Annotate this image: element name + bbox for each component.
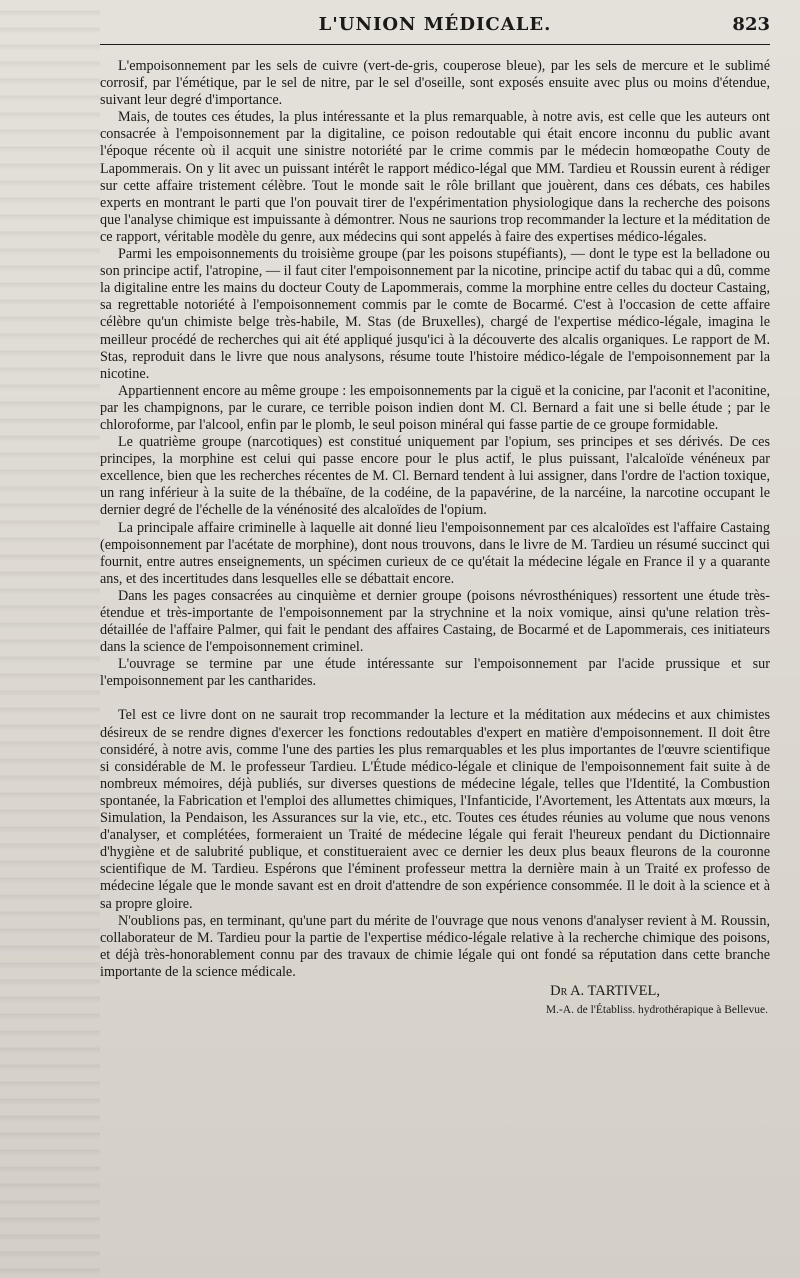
- running-title: L'UNION MÉDICALE.: [318, 14, 552, 35]
- article-body: [100, 58, 770, 1019]
- margin-bleed-through: [0, 0, 100, 1278]
- paragraph-2: Mais, de toutes ces études, la plus intéressante et la plus remarquable, à notre avis, est celle que les auteurs ont consacrée à l'empoisonnement par la digitaline, ce poison redoutable qui était encore inconnu du public avant l'époque récente où il acquit une sinistre notoriété par le crime commis par le médecin homœopathe Couty de Lapommerais. On y lit avec un puissant intérêt le rapport médico-légal que MM. Tardieu et Roussin eurent à rédiger sur cette affaire tristement célèbre. Tout le monde sait le rôle brillant que jouèrent, dans ces débats, ces habiles experts en montrant le parti que l'on pouvait tirer de l'expérimentation physiologique dans la recherche des poisons que l'analyse chimique est impuissante à démontrer. Nous ne saurions trop recommander la lecture et la méditation de ce rapport, véritable modèle du genre, aux médecins qui sont appelés à faire des expertises médico-légales.: [100, 109, 770, 245]
- paragraph-3: Parmi les empoisonnements du troisième groupe (par les poisons stupéfiants), — dont le type est la belladone ou son principe actif, l'atropine, — il faut citer l'empoisonnement par la nicotine, principe actif du tabac qui a dû, comme la digitaline entre les mains du docteur Couty de Lapommerais, comme la morphine entre celles du docteur Castaing, sa regrettable notoriété à l'empoisonnement commis par le comte de Bocarmé. C'est à l'occasion de cette affaire célèbre qu'un chimiste belge très-habile, M. Stas (de Bruxelles), chargé de l'expertise médico-légale, imagina le meilleur procédé de recherches qui ait été appliqué jusqu'ici à la découverte des alcalis organiques. Le rapport de M. Stas, reproduit dans le livre que nous analysons, résume toute l'histoire médico-légale de l'empoisonnement par la nicotine.: [100, 246, 770, 382]
- paragraph-7: Dans les pages consacrées au cinquième et dernier groupe (poisons névrosthéniques) ressortent une étude très-étendue et très-importante de l'empoisonnement par la strychnine et la noix vomique, ainsi qu'une relation très-détaillée de l'affaire Palmer, qui fait le pendant des affaires Castaing, de Bocarmé et de Lapommerais, ces initiateurs dans la science de l'empoisonnement criminel.: [100, 587, 770, 656]
- page-number: 823: [732, 14, 770, 35]
- paragraph-10: N'oublions pas, en terminant, qu'une part du mérite de l'ouvrage que nous venons d'analyser revient à M. Roussin, collaborateur de M. Tardieu pour la partie de l'expertise médico-légale relative à la recherche chimique des poisons, et déjà très-honorablement connu par des travaux de chimie légale qui ont fondé sa réputation dans cette branche importante de la science médicale.: [100, 912, 770, 980]
- paragraph-8: L'ouvrage se termine par une étude intéressante sur l'empoisonnement par l'acide prussique et sur l'empoisonnement par les cantharides.: [100, 656, 770, 690]
- page-header: [100, 14, 770, 42]
- paragraph-4: Appartiennent encore au même groupe : les empoisonnements par la ciguë et la conicine, par l'aconit et l'aconitine, par les champignons, par le curare, ce terrible poison indien dont M. Cl. Bernard a fait une si belle étude ; par le chloroforme, par l'alcool, enfin par le plomb, le seul poison minéral qui fasse partie de ce groupe formidable.: [100, 382, 770, 433]
- author-signature: Dr A. TARTIVEL,: [550, 982, 660, 999]
- paragraph-5: Le quatrième groupe (narcotiques) est constitué uniquement par l'opium, ses principes et ses dérivés. De ces principes, la morphine est celui qui passe encore pour le plus actif, le plus puissant, l'alcaloïde vénéneux par excellence, bien que les recherches récentes de M. Cl. Bernard tendent à lui assigner, dans l'ordre de l'action toxique, un rang inférieur à la suite de la thébaïne, de la codéine, de la papavérine, de la narcéine, la narcotine occupant le dernier degré de l'échelle de la vénénosité des alcaloïdes de l'opium.: [100, 434, 770, 519]
- paragraph-9: Tel est ce livre dont on ne saurait trop recommander la lecture et la méditation aux médecins et aux chimistes désireux de se rendre dignes d'exercer les fonctions redoutables d'expert en matière d'empoisonnement. Il doit être considéré, à notre avis, comme l'une des parties les plus remarquables et les plus importantes de l'œuvre scientifique si considérable de M. le professeur Tardieu. L'Étude médico-légale et clinique de l'empoisonnement fait suite à de nombreux mémoires, déjà publiés, sur diverses questions de médecine légale, telles que l'Identité, la Combustion spontanée, la Fabrication et l'emploi des allumettes chimiques, l'Infanticide, l'Avortement, les Attentats aux mœurs, la Simulation, la Pendaison, les Assurances sur la vie, etc., etc. Toutes ces études réunies au volume que nous venons d'analyser, et complétées, formeraient un Traité de médecine légale qui ferait l'heureux pendant du Dictionnaire d'hygiène et de salubrité publique, et constitueraient avec ce dernier les deux plus beaux fleurons de la couronne scientifique de M. Tardieu. Espérons que l'éminent professeur mettra la dernière main à un Traité ex professo de médecine légale que le monde savant est en droit d'attendre de son expérience consommée. Il le doit à la science et à sa propre gloire.: [100, 707, 770, 912]
- author-affiliation: M.-A. de l'Établiss. hydrothérapique à Bellevue.: [545, 1004, 768, 1017]
- paragraph-6: La principale affaire criminelle à laquelle ait donné lieu l'empoisonnement par ces alcaloïdes est l'affaire Castaing (empoisonnement par l'acétate de morphine), dont nous trouvons, dans le livre de M. Tardieu un résumé succinct qui fournit, entre autres enseignements, un spécimen curieux de ce qu'était la médecine légale en France il y a quarante ans, et des incertitudes dans lesquelles elle se débattait encore.: [100, 519, 770, 587]
- header-rule: [100, 44, 770, 45]
- paragraph-1: L'empoisonnement par les sels de cuivre (vert-de-gris, couperose bleue), par les sels de mercure et le sublimé corrosif, par l'émétique, par le sel de nitre, par le sel d'oseille, sont exposés ensuite avec plus ou moins d'étendue, suivant leur degré d'importance.: [100, 58, 770, 109]
